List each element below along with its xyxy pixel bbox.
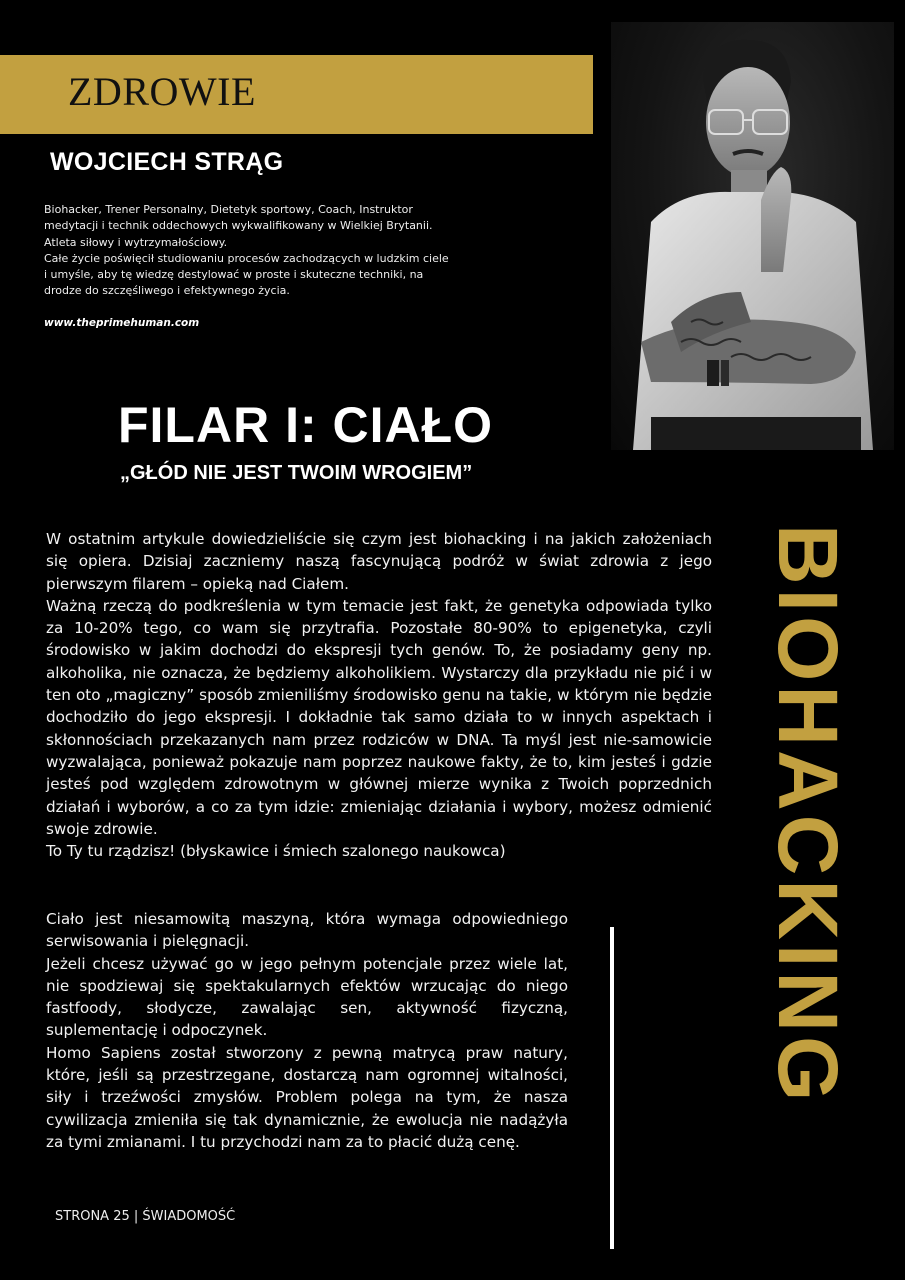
author-name: WOJCIECH STRĄG <box>50 148 284 176</box>
author-portrait-illustration <box>611 22 894 450</box>
author-photo <box>611 22 894 450</box>
bio-line: Biohacker, Trener Personalny, Dietetyk sportowy, Coach, Instruktor <box>44 203 413 216</box>
bio-line: Atleta siłowy i wytrzymałościowy. <box>44 235 228 249</box>
bio-line: medytacji i technik oddechowych wykwalifikowany w Wielkiej Brytanii. <box>44 219 433 233</box>
paragraph: Ciało jest niesamowitą maszyną, która wymaga odpowiedniego serwisowania i pielęgnacji. <box>46 910 568 951</box>
paragraph: To Ty tu rządzisz! (błyskawice i śmiech szalonego naukowca) <box>46 842 506 861</box>
article-body-bottom <box>46 908 568 1153</box>
section-title: ZDROWIE <box>68 69 256 114</box>
author-bio <box>44 202 464 300</box>
author-website-link[interactable]: www.theprimehuman.com <box>44 317 200 329</box>
article-body-top <box>46 528 712 862</box>
paragraph: Homo Sapiens został stworzony z pewną matrycą praw natury, które, jeśli są przestrzegane, dostarczą nam ogromnej witalności, siły i trzeźwości zmysłów. Problem polega na tym, że nasza cywilizacja zmieniła się tak dynamicznie, że ewolucja nie nadążyła za tymi zmianami. I tu przychodzi nam za to płacić dużą cenę. <box>46 1043 568 1151</box>
paragraph: W ostatnim artykule dowiedzieliście się czym jest biohacking i na jakich założeniach się opiera. Dzisiaj zaczniemy naszą fascynującą podróż w świat zdrowia z jego pierwszym filarem – opieką nad Ciałem. <box>46 530 712 593</box>
decorative-divider <box>610 927 614 1249</box>
bio-line: drodze do szczęśliwego i efektywnego życia. <box>44 284 290 298</box>
page-footer: STRONA 25 | ŚWIADOMOŚĆ <box>55 1209 236 1224</box>
paragraph: Jeżeli chcesz używać go w jego pełnym potencjale przez wiele lat, nie spodziewaj się spektakularnych efektów wrzucając do niego fastfoody, słodycze, zawalając sen, aktywność fizyczną, suplementację i odpoczynek. <box>46 954 568 1040</box>
bio-line: Całe życie poświęcił studiowaniu procesów zachodzących w ludzkim ciele <box>44 251 449 265</box>
article-title: FILAR I: CIAŁO <box>118 397 494 453</box>
paragraph: Ważną rzeczą do podkreślenia w tym temacie jest fakt, że genetyka odpowiada tylko za 10-20% tego, co wam się przytrafia. Pozostałe 80-90% to epigenetyka, czyli środowisko w jakim dochodzi do ekspresji tych genów. To, że posiadamy geny np. alkoholika, nie oznacza, że będziemy alkoholikiem. Wystarczy dla przykładu nie pić i w ten oto „magiczny” sposób zmieniliśmy środowisko genu na takie, w którym nie będzie dochodziło do jego ekspresji. I dokładnie tak samo działa to w innych aspektach i skłonnościach przekazanych nam przez rodziców w DNA. Ta myśl jest nie-samowicie wyzwalająca, ponieważ pokazuje nam poprzez naukowe fakty, że to, kim jesteś i gdzie jesteś pod względem zdrowotnym w głównej mierze wynika z Twoich poprzednich działań i wyborów, a co za tym idzie: zmieniając działania i wybory, możesz odmienić swoje zdrowie. <box>46 596 712 838</box>
bio-line: i umyśle, aby tę wiedzę destylować w proste i skuteczne techniki, na <box>44 268 424 282</box>
article-subtitle: „GŁÓD NIE JEST TWOIM WROGIEM” <box>120 462 473 484</box>
vertical-biohacking-heading: BIOHACKING <box>761 524 855 1106</box>
